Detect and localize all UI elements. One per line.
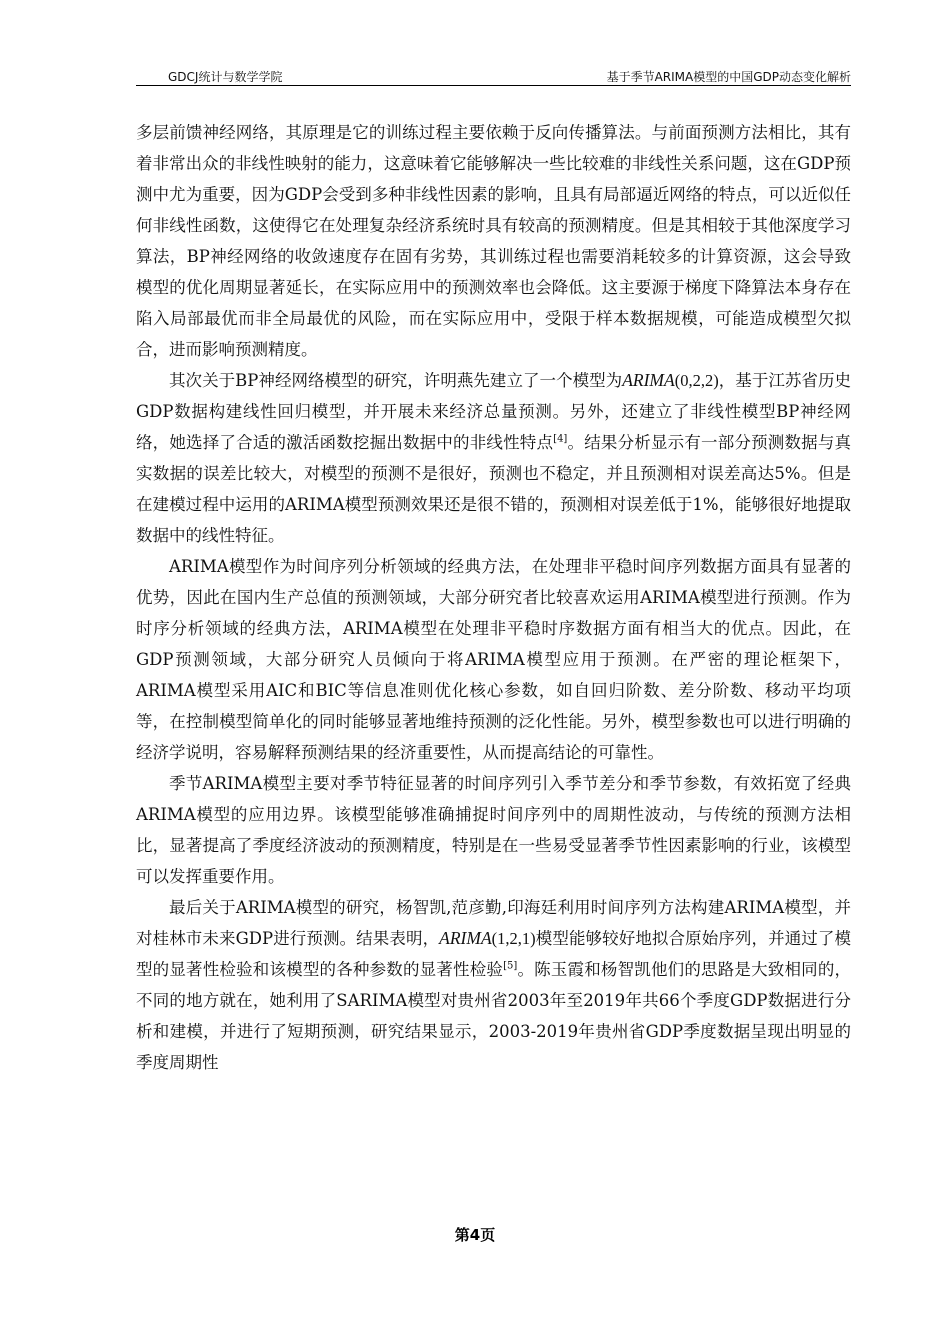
paragraph-text: 。结果分析显示有一部分预测数据与真实数据的误差比较大，对模型的预测不是很好，预测也不稳定，并且预测相对误差高达5%。但是在建模过程中运用的ARIMA模型预测效果还是很不错的，预测相对误差低于1%，能够很好地提取数据中的线性特征。 [136, 433, 852, 545]
header-paper-title: 基于季节ARIMA模型的中国GDP动态变化解析 [606, 70, 851, 84]
paragraph-text: 最后关于ARIMA模型的研究，杨智凯,范彦勤,印海廷利用时间序列方法构建ARIMA模型，并对桂林市未来GDP进行预测。结果表明， [136, 898, 851, 948]
paragraph-arima-research [136, 892, 851, 1078]
formula-args: (0,2,2) [674, 371, 719, 390]
citation-ref: [4] [553, 433, 568, 445]
paragraph-bp-network: 多层前馈神经网络，其原理是它的训练过程主要依赖于反向传播算法。与前面预测方法相比，其有着非常出众的非线性映射的能力，这意味着它能够解决一些比较难的非线性关系问题，这在GDP预测中尤为重要，因为GDP会受到多种非线性因素的影响，且具有局部逼近网络的特点，可以近似任何非线性函数，这使得它在处理复杂经济系统时具有较高的预测精度。但是其相较于其他深度学习算法，BP神经网络的收敛速度存在固有劣势，其训练过程也需要消耗较多的计算资源，这会导致模型的优化周期显著延长，在实际应用中的预测效率也会降低。这主要源于梯度下降算法本身存在陷入局部最优而非全局最优的风险，而在实际应用中，受限于样本数据规模，可能造成模型欠拟合，进而影响预测精度。 [136, 123, 851, 359]
paragraph-arima-overview: ARIMA模型作为时间序列分析领域的经典方法，在处理非平稳时间序列数据方面具有显著的优势，因此在国内生产总值的预测领域，大部分研究者比较喜欢运用ARIMA模型进行预测。作为时序分析领域的经典方法，ARIMA模型在处理非平稳时序数据方面有相当大的优点。因此，在GDP预测领域，大部分研究人员倾向于将ARIMA模型应用于预测。在严密的理论框架下，ARIMA模型采用AIC和BIC等信息准则优化核心参数，如自回归阶数、差分阶数、移动平均项等，在控制模型简单化的同时能够显著地维持预测的泛化性能。另外，模型参数也可以进行明确的经济学说明，容易解释预测结果的经济重要性，从而提高结论的可靠性。 [136, 557, 851, 762]
arima-formula [439, 929, 535, 948]
paragraph-text: 其次关于BP神经网络模型的研究，许明燕先建立了一个模型为 [169, 371, 623, 390]
formula-function: ARIMA [439, 928, 492, 948]
running-header [136, 58, 851, 86]
paragraph-text: ，基于江苏省历史GDP数据构建线性回归模型，并开展未来经济总量预测。另外，还建立了非线性模型BP神经网络，她选择了合适的激活函数挖掘出数据中的非线性特点 [136, 371, 851, 452]
citation-ref: [5] [503, 960, 518, 972]
paragraph-seasonal-arima: 季节ARIMA模型主要对季节特征显著的时间序列引入季节差分和季节参数，有效拓宽了经典ARIMA模型的应用边界。该模型能够准确捕捉时间序列中的周期性波动，与传统的预测方法相比，显著提高了季度经济波动的预测精度，特别是在一些易受显著季节性因素影响的行业，该模型可以发挥重要作用。 [136, 774, 851, 886]
header-school-name: GDCJ统计与数学学院 [168, 70, 283, 84]
paragraph-text: 模型能够较好地拟合原始序列，并通过了模型的显著性检验和该模型的各种参数的显著性检验 [136, 929, 852, 979]
page-number: 第4页 [454, 1226, 496, 1244]
formula-args: (1,2,1) [491, 929, 536, 948]
arima-formula [622, 371, 718, 390]
body-text [136, 117, 851, 1078]
formula-function: ARIMA [622, 370, 675, 390]
paragraph-text: 。陈玉霞和杨智凯他们的思路是大致相同的，不同的地方就在，她利用了SARIMA模型对贵州省2003年至2019年共66个季度GDP数据进行分析和建模，并进行了短期预测，研究结果显示，2003-2019年贵州省GDP季度数据呈现出明显的季度周期性 [136, 960, 852, 1072]
header-rule [136, 85, 851, 86]
paragraph-bp-research [136, 365, 851, 551]
